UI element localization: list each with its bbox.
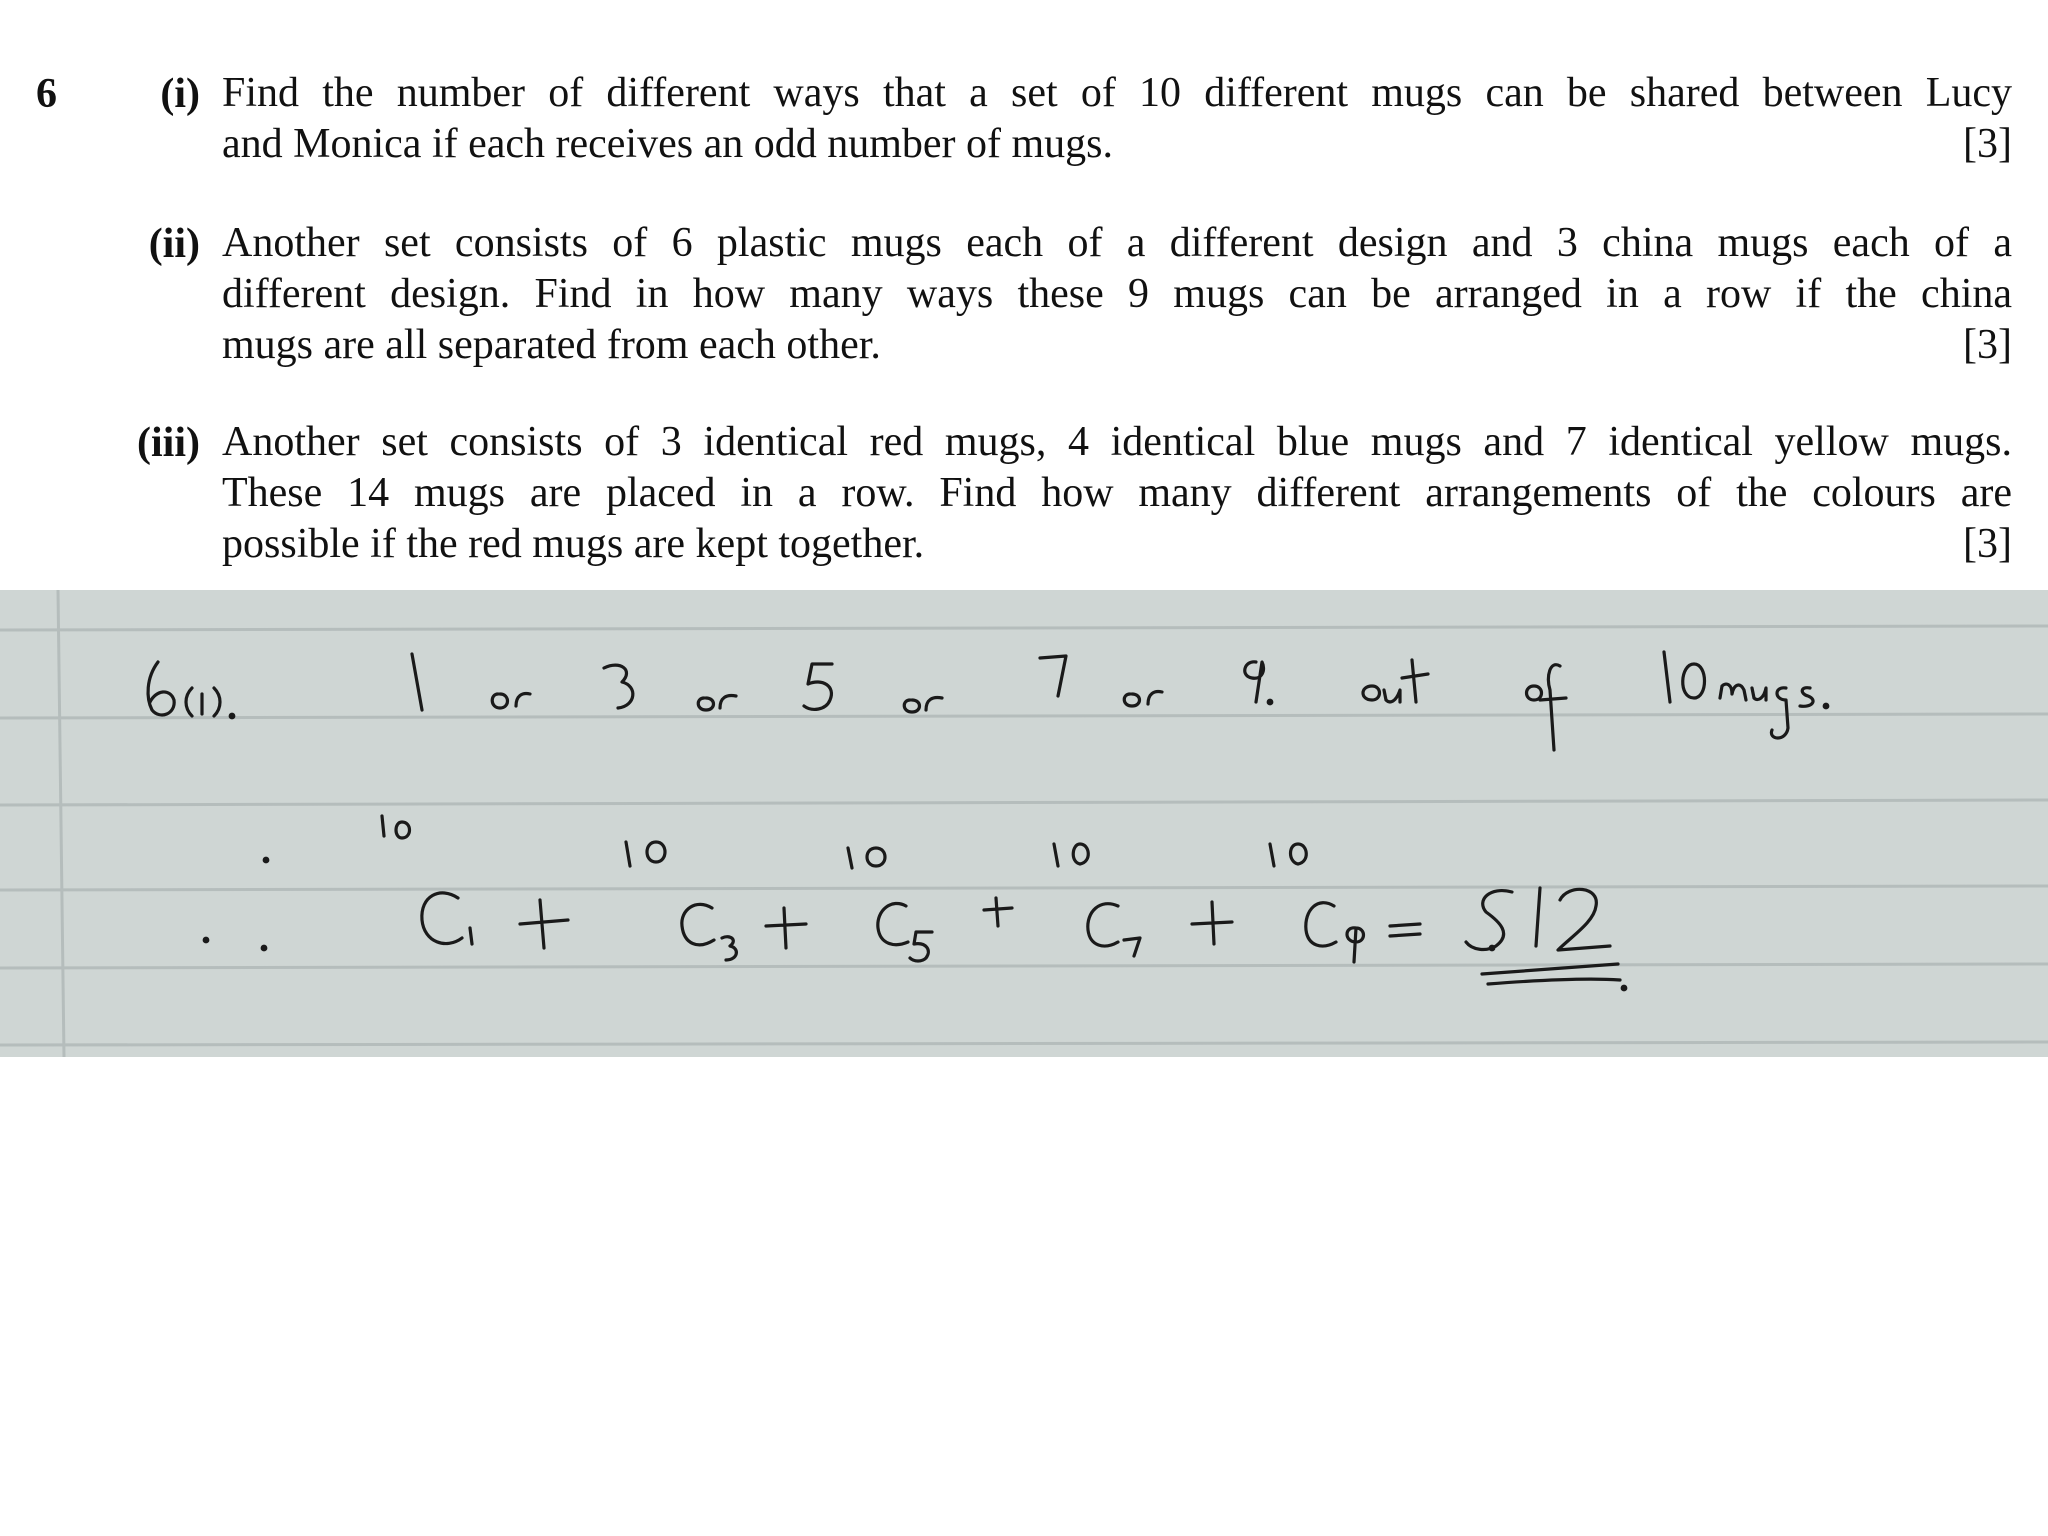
part-label-i: (i): [160, 71, 200, 117]
marks-badge: [3]: [1963, 322, 2012, 368]
part-text-iii: [222, 417, 2012, 570]
question-number: 6: [36, 71, 57, 117]
part-iii-last-text: possible if the red mugs are kept together.: [222, 521, 925, 567]
handwritten-line-2: [204, 816, 1626, 990]
handwritten-line-1: [148, 652, 1828, 750]
question-block: [0, 0, 2048, 590]
part-iii-line: Another set consists of 3 identical red mugs, 4 identical blue mugs and 7 identical yellow mugs.: [222, 419, 2012, 465]
part-label-iii: (iii): [137, 420, 200, 466]
part-ii-last-text: mugs are all separated from each other.: [222, 322, 881, 368]
part-text-ii: [222, 218, 2012, 371]
part-text-i: [222, 68, 2012, 170]
handwritten-notebook-photo: [0, 590, 2048, 1057]
part-ii-line: Another set consists of 6 plastic mugs each of a different design and 3 china mugs each of a: [222, 220, 2012, 266]
part-i-line: Find the number of different ways that a set of 10 different mugs can be shared between Lucy: [222, 70, 2012, 116]
marks-badge: [3]: [1963, 521, 2012, 567]
part-ii-line: different design. Find in how many ways these 9 mugs can be arranged in a row if the china: [222, 271, 2012, 317]
ruled-lines: [0, 590, 2048, 1057]
notebook-drawing: [0, 590, 2048, 1057]
marks-badge: [3]: [1963, 121, 2012, 167]
part-label-ii: (ii): [148, 221, 200, 267]
part-i-last-text: and Monica if each receives an odd number of mugs.: [222, 121, 1114, 167]
part-iii-last-line: [222, 519, 2012, 570]
part-i-last-line: [222, 119, 2012, 170]
part-ii-last-line: [222, 320, 2012, 371]
part-iii-line: These 14 mugs are placed in a row. Find how many different arrangements of the colours are: [222, 470, 2012, 516]
